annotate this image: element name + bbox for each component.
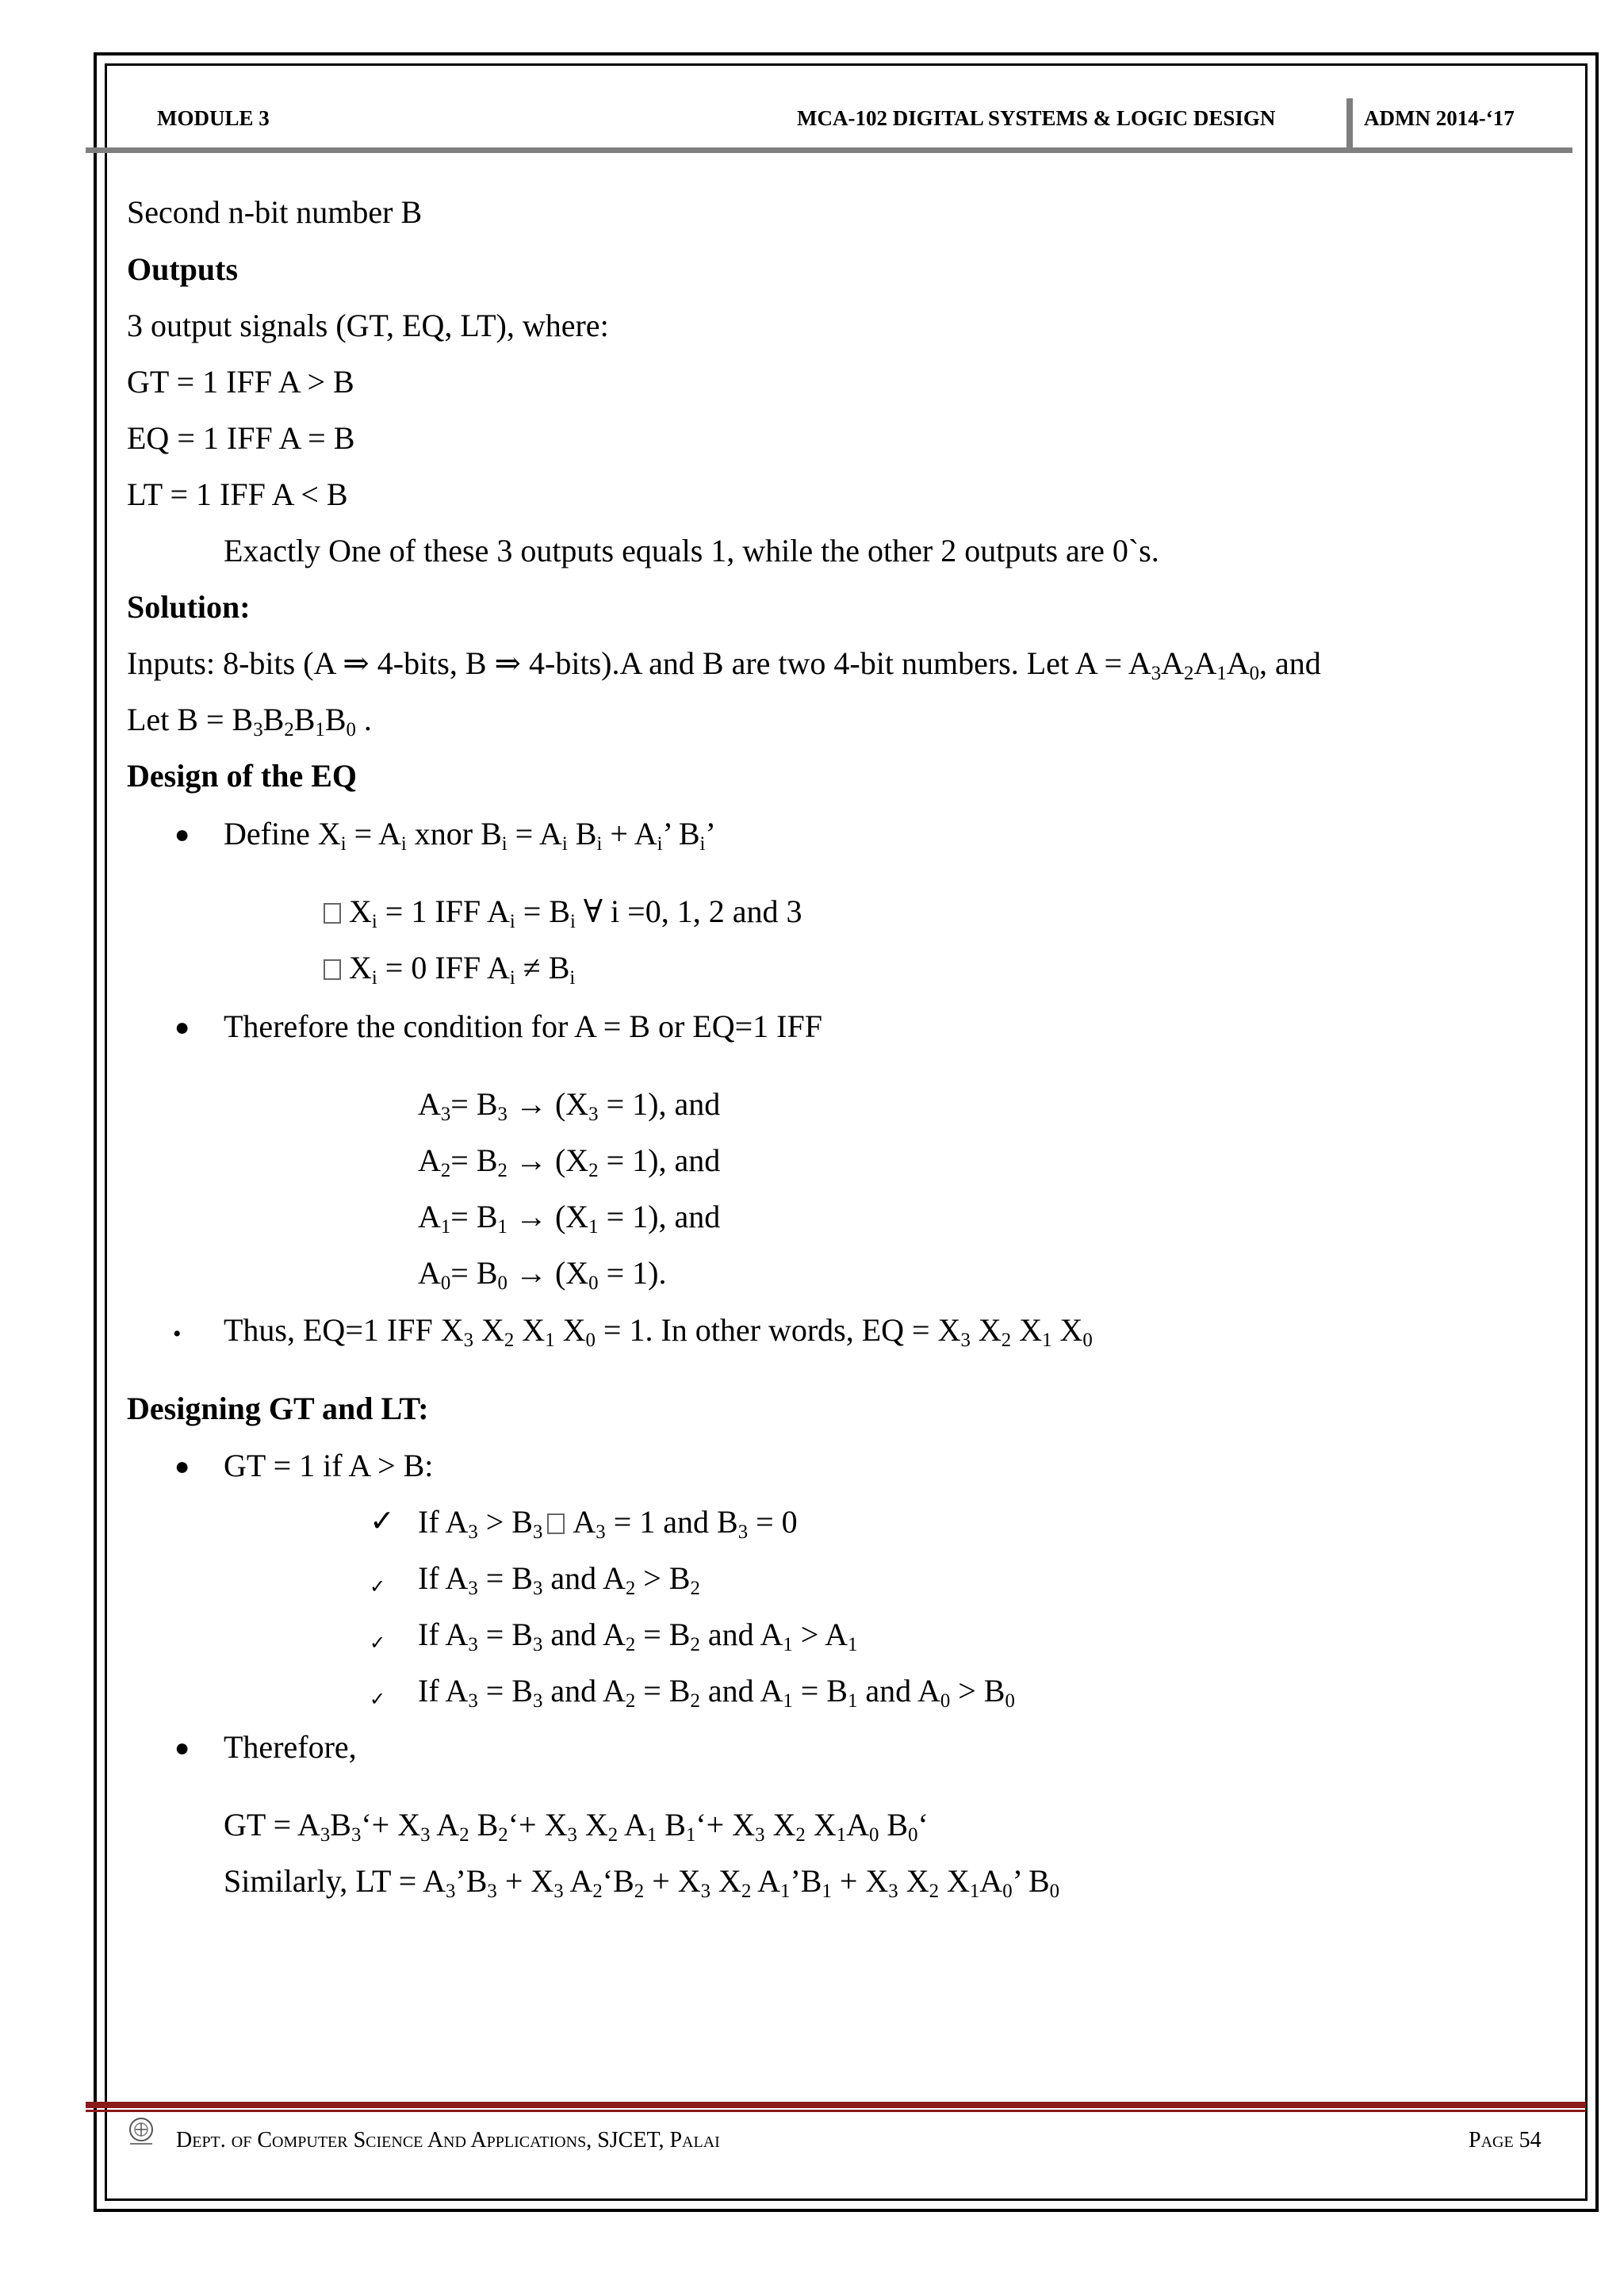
line-gt-condition: GT = 1 if A > B: (224, 1448, 434, 1483)
line-therefore-condition: Therefore the condition for A = B or EQ=1 IFF (224, 1008, 822, 1044)
implies-box-icon (324, 959, 341, 980)
header-admission: ADMN 2014-‘17 (1364, 106, 1515, 130)
header-rule (86, 147, 1572, 153)
check-icon: ✓ (370, 1505, 395, 1538)
footer-rule (86, 2102, 1586, 2108)
check-icon: ✓ (370, 1577, 386, 1598)
heading-design-gt-lt: Designing GT and LT: (127, 1391, 429, 1426)
line-gt-case-3: If $A_3 = B_3$ and $A_2 = B_2$ and $A_1 > A_1$ (418, 1617, 858, 1655)
line-define-xi: Define $X_i = A_i$ xnor $B_i = A_i$ $B_i + A_i$’ $B_i$’ (224, 816, 716, 855)
bullet-icon: ● (174, 1012, 190, 1041)
heading-design-eq: Design of the EQ (127, 758, 357, 794)
header-separator (1346, 98, 1353, 151)
header-course: MCA-102 DIGITAL SYSTEMS & LOGIC DESIGN (797, 106, 1276, 130)
check-icon: ✓ (370, 1689, 386, 1710)
line-gt-expression: GT = $A_3B_3‘+ X_3$ $A_2$ $B_2‘+ X_3$ $X_2$ $A_1$ $B_1‘+ X_3$ $X_2$ $X_1A_0$ $B_0‘$ (224, 1807, 929, 1846)
line-lt-def: LT = 1 IFF A < B (127, 476, 348, 512)
line-gt-case-1: If $A_3 > B_3$ $A_3 = 1$ and $B_3 = 0$ (418, 1504, 798, 1543)
line-a0-b0: $A_0= B_0 \to (X_0 = 1)$. (418, 1255, 667, 1294)
line-therefore: Therefore, (224, 1729, 357, 1765)
implies-box-icon (547, 1513, 565, 1534)
footer-department: Dept. of Computer Science And Applications, SJCET, Palai (176, 2128, 720, 2152)
bullet-icon: ● (174, 820, 190, 848)
line-eq-def: EQ = 1 IFF A = B (127, 420, 355, 456)
implies-box-icon (324, 903, 341, 924)
header-module: MODULE 3 (157, 106, 270, 130)
line-a1-b1: $A_1= B_1 \to (X_1 = 1)$, and (418, 1199, 721, 1238)
line-thus-eq: Thus, EQ=1 IFF $X_3$ $X_2$ $X_1$ $X_0 = 1$. In other words, EQ = $X_3$ $X_2$ $X_1$ $X_0$ (224, 1312, 1093, 1351)
line-let-b: Let $B = B_3B_2B_1B_0$ . (127, 702, 372, 740)
line-gt-case-2: If $A_3 = B_3$ and $A_2 > B_2$ (418, 1560, 700, 1599)
line-a2-b2: $A_2= B_2 \to (X_2 = 1)$, and (418, 1142, 721, 1181)
line-xi-equals-one: $X_i = 1$ IFF $A_i = B_i$ ∀ i =0, 1, 2 and 3 (324, 896, 802, 928)
footer-page-number: Page 54 (1469, 2128, 1542, 2152)
bullet-icon: ● (174, 1733, 190, 1762)
line-gt-case-4: If $A_3 = B_3$ and $A_2 = B_2$ and $A_1 = B_1$ and $A_0 > B_0$ (418, 1673, 1015, 1712)
line-output-signals: 3 output signals (GT, EQ, LT), where: (127, 308, 609, 343)
line-xi-equals-zero: $X_i = 0$ IFF $A_i \ne B_i$ (324, 952, 575, 984)
heading-outputs: Outputs (127, 251, 239, 287)
heading-solution: Solution: (127, 589, 251, 625)
line-a3-b3: $A_3= B_3 \to (X_3 = 1)$, and (418, 1086, 721, 1125)
line-inputs: Inputs: 8-bits (A ⇒ 4-bits, B ⇒ 4-bits).A and B are two 4-bit numbers. Let $A = A_3A_2A_1A_0$, and (127, 645, 1321, 684)
footer-rule-thin (86, 2110, 1586, 2112)
bullet-icon: ● (174, 1452, 190, 1480)
bullet-icon: • (173, 1321, 182, 1347)
line-gt-def: GT = 1 IFF A > B (127, 364, 354, 400)
check-icon: ✓ (370, 1633, 386, 1654)
college-logo-icon (125, 2115, 157, 2147)
line-lt-expression: Similarly, LT = $A_3’B_3 + X_3$ $A_2‘B_2 + X_3$ $X_2$ $A_1’B_1 + X_3$ $X_2$ $X_1A_0$’ $B_0$ (224, 1863, 1060, 1902)
line-exactly-one: Exactly One of these 3 outputs equals 1, while the other 2 outputs are 0`s. (224, 533, 1159, 568)
line-second-number: Second n-bit number B (127, 194, 423, 230)
